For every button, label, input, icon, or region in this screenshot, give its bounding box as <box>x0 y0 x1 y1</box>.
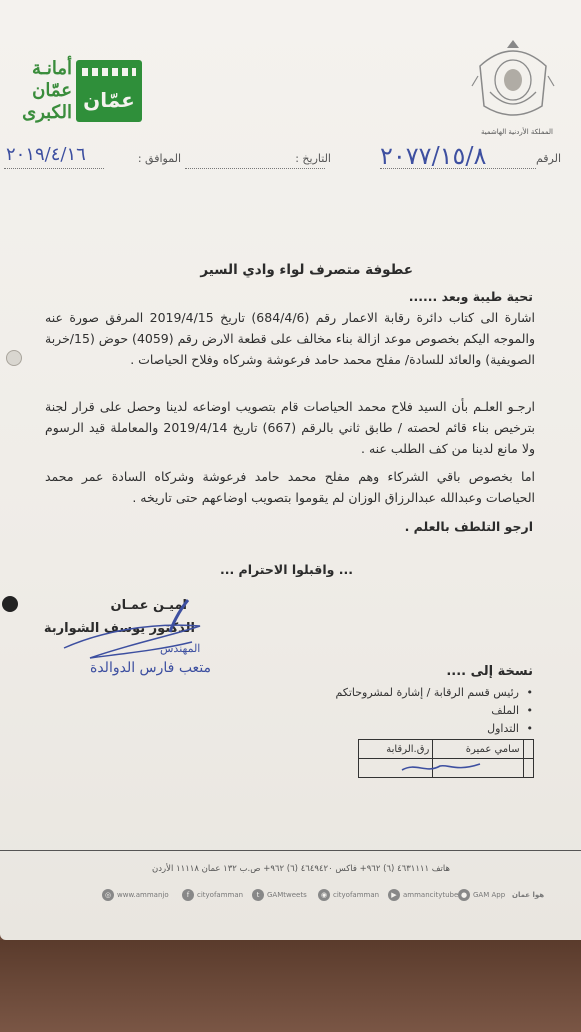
greeting-line: تحية طيبة وبعد ...... <box>408 289 533 304</box>
youtube-icon: ▶ <box>388 889 400 901</box>
paragraph-1: اشارة الى كتاب دائرة رقابة الاعمار رقم (684/4/6) تاريخ 2019/4/15 المرفق صورة عنه والموجه اليكم بخصوص موعد ازالة بناء مخالف على قطعة الارض رقم (4059) حوض (15/خربة الصويفية) والعائد للسادة/ مفلح محمد حامد فرعوشة وشركاه وفلاح الحياصات . <box>45 310 535 367</box>
stamp-line-2: متعب فارس الدوالدة <box>90 660 212 676</box>
footer-contact: هاتف ٤٦٣١١١١ (٦) ٩٦٢+ فاكس ٤٦٤٩٤٢٠ (٦) ٩٦٢+ ص.ب ١٣٢ عمان ١١١١٨ الأردن <box>152 864 450 874</box>
paragraph-2: ارجـو العلـم بأن السيد فلاح محمد الحياصات قام بتصويب اوضاعه لدينا وحصل على قرار لجنة بترخيص بناء قائم لحصته / طابق ثاني بالرقم (667) تاريخ 2019/4/14 والمعاملة قيد الرسوم ولا مانع لدينا من كف الطلب عنه . <box>45 399 535 456</box>
closing-line: ... واقبلوا الاحترام ... <box>219 562 353 577</box>
date-value: ٢٠١٩/٤/١٦ <box>6 144 86 165</box>
date-label: التاريخ : <box>295 152 331 165</box>
copy-to-item: • الملف <box>233 702 533 720</box>
royal-crest-icon <box>470 36 556 126</box>
social-item <box>182 888 243 902</box>
twitter-icon: t <box>252 889 264 901</box>
ref-number: ٢٠٧٧/١٥/٨ <box>380 142 487 170</box>
date-dotted-line <box>185 168 325 169</box>
instagram-icon: ◉ <box>318 889 330 901</box>
social-item <box>458 888 505 902</box>
logo-skyline-bars <box>82 68 136 76</box>
routing-initials-icon <box>396 758 486 778</box>
routing-name: سامي عميرة <box>433 740 523 759</box>
routing-empty-cell-2 <box>523 759 533 778</box>
copy-to-item: • رئيس قسم الرقابة / إشارة لمشروحاتكم <box>233 684 533 702</box>
social-label: cityofamman <box>197 891 244 899</box>
gam-logo-text <box>10 58 72 124</box>
stamp-line-1: المهندس <box>160 642 201 655</box>
gam-logo <box>10 58 142 130</box>
web-icon: ◎ <box>102 889 114 901</box>
punch-hole-dark <box>2 596 18 612</box>
copy-to-list <box>233 684 533 738</box>
social-item <box>102 888 169 902</box>
routing-label: رق.الرقابة <box>359 740 433 759</box>
social-label: www.ammanjo <box>117 891 169 899</box>
social-item <box>512 888 544 902</box>
app-icon: ● <box>458 889 470 901</box>
request-line: ارجو التلطف بالعلم . <box>404 519 533 534</box>
social-label: GAM App <box>473 891 506 899</box>
ref-label: الرقم <box>535 152 561 165</box>
copy-to-heading: نسخة إلى .... <box>446 664 533 679</box>
recipient-line: عطوفة متصرف لواء وادي السير <box>200 262 413 278</box>
social-item <box>252 888 307 902</box>
social-item <box>318 888 379 902</box>
gregorian-dotted-line <box>4 168 104 169</box>
routing-initial-cell <box>523 740 533 759</box>
gam-logo-mark <box>76 60 142 122</box>
crest-caption: المملكة الأردنية الهاشمية <box>480 128 554 136</box>
gregorian-label: الموافق : <box>137 152 181 165</box>
social-label: هوا عمان <box>512 891 545 899</box>
signature-title: اميـن عمـان <box>110 598 187 613</box>
copy-to-item: • التداول <box>233 720 533 738</box>
social-label: cityofamman <box>333 891 380 899</box>
social-label: ammancitytube <box>403 891 459 899</box>
facebook-icon: f <box>182 889 194 901</box>
signature-name: الدكتور يوسف الشواربة <box>43 621 195 636</box>
logo-line-3: الكبرى <box>22 102 72 123</box>
footer-divider <box>0 850 581 851</box>
logo-mark-word: عمّان <box>83 88 135 112</box>
table-surface <box>0 940 581 1032</box>
logo-line-1: أمانـة <box>31 58 72 79</box>
social-label: GAMtweets <box>267 891 307 899</box>
paragraph-3: اما بخصوص باقي الشركاء وهم مفلح محمد حامد فرعوشة وشركاه السادة عمر محمد الحياصات وعبدالله عبدالرزاق الوزان لم يقوموا بتصويب اوضاعهم حتى تاريخه . <box>45 469 535 505</box>
punch-hole <box>6 350 22 366</box>
logo-line-2: عمّان <box>32 80 72 101</box>
social-item <box>388 888 458 902</box>
